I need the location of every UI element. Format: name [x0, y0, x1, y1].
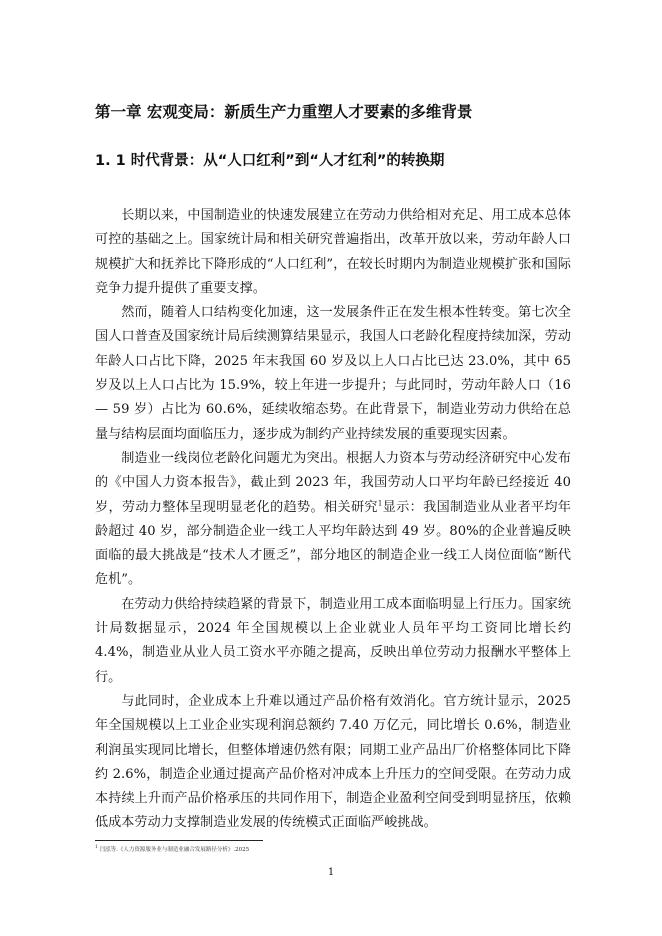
- footnote-reference[interactable]: 1: [377, 499, 383, 508]
- body-text: [95, 204, 571, 836]
- footnote-mark: 1: [95, 845, 98, 851]
- paragraph-5: 与此同时，企业成本上升难以通过产品价格有效消化。官方统计显示，2025 年全国规模以上工业企业实现利润总额约 7.40 万亿元，同比增长 0.6%，制造业利润虽实现同比增长，但整体增速仍然有限；同期工业产品出厂价格整体同比下降约 2.6%，制造企业通过提高产品价格对冲成本上升压力的空间受限。在劳动力成本持续上升而产品价格承压的共同作用下，制造企业盈利空间受到明显挤压，依赖低成本劳动力支撑制造业发展的传统模式正面临严峻挑战。: [95, 693, 571, 831]
- paragraph-1: 长期以来，中国制造业的快速发展建立在劳动力供给相对充足、用工成本总体可控的基础之上。国家统计局和相关研究普遍指出，改革开放以来，劳动年龄人口规模扩大和抚养比下降形成的“人口红利”，在较长时期内为制造业规模扩张和国际竞争力提升提供了重要支撑。: [95, 208, 571, 296]
- chapter-title: 第一章 宏观变局：新质生产力重塑人才要素的多维背景: [95, 103, 473, 121]
- paragraph-2: 然而，随着人口结构变化加速，这一发展条件正在发生根本性转变。第七次全国人口普查及国家统计局后续测算结果显示，我国人口老龄化程度持续加深，劳动年龄人口占比下降，2025 年末我国 60 岁及以上人口占比已达 23.0%，其中 65 岁及以上人口占比为 15.9%，较上年进一步提升；与此同时，劳动年龄人口（16 — 59 岁）占比为 60.6%，延续收缩态势。在此背景下，制造业劳动力供给在总量与结构层面均面临压力，逐步成为制约产业持续发展的重要现实因素。: [95, 305, 571, 442]
- section-title: 1. 1 时代背景：从“人口红利”到“人才红利”的转换期: [95, 153, 445, 169]
- footnote-text: 闫泓等.《人力资源服务业与制造业融合发展路径分析》.2025: [99, 847, 250, 853]
- footnote: [95, 846, 565, 855]
- paragraph-3: [95, 447, 571, 593]
- paragraph-3-text-before: 制造业一线岗位老龄化问题尤为突出。根据人力资本与劳动经济研究中心发布的《中国人力资本报告》，截止到 2023 年，我国劳动人口平均年龄已经接近 40 岁，劳动力整体呈现明显老化的趋势。相关研究: [95, 450, 571, 515]
- page-number: 1: [327, 867, 335, 878]
- paragraph-4: 在劳动力供给持续趋紧的背景下，制造业用工成本面临明显上行压力。国家统计局数据显示，2024 年全国规模以上企业就业人员年平均工资同比增长约 4.4%，制造业从业人员工资水平亦随之提高，反映出单位劳动力报酬水平整体上行。: [95, 596, 571, 685]
- paragraph-3-text-after: 显示：我国制造业从业者平均年龄超过 40 岁，部分制造企业一线工人平均年龄达到 49 岁。80%的企业普遍反映面临的最大挑战是“技术人才匮乏”，部分地区的制造企业一线工人岗位面临“断代危机”。: [95, 499, 571, 588]
- footnote-divider: [95, 840, 263, 841]
